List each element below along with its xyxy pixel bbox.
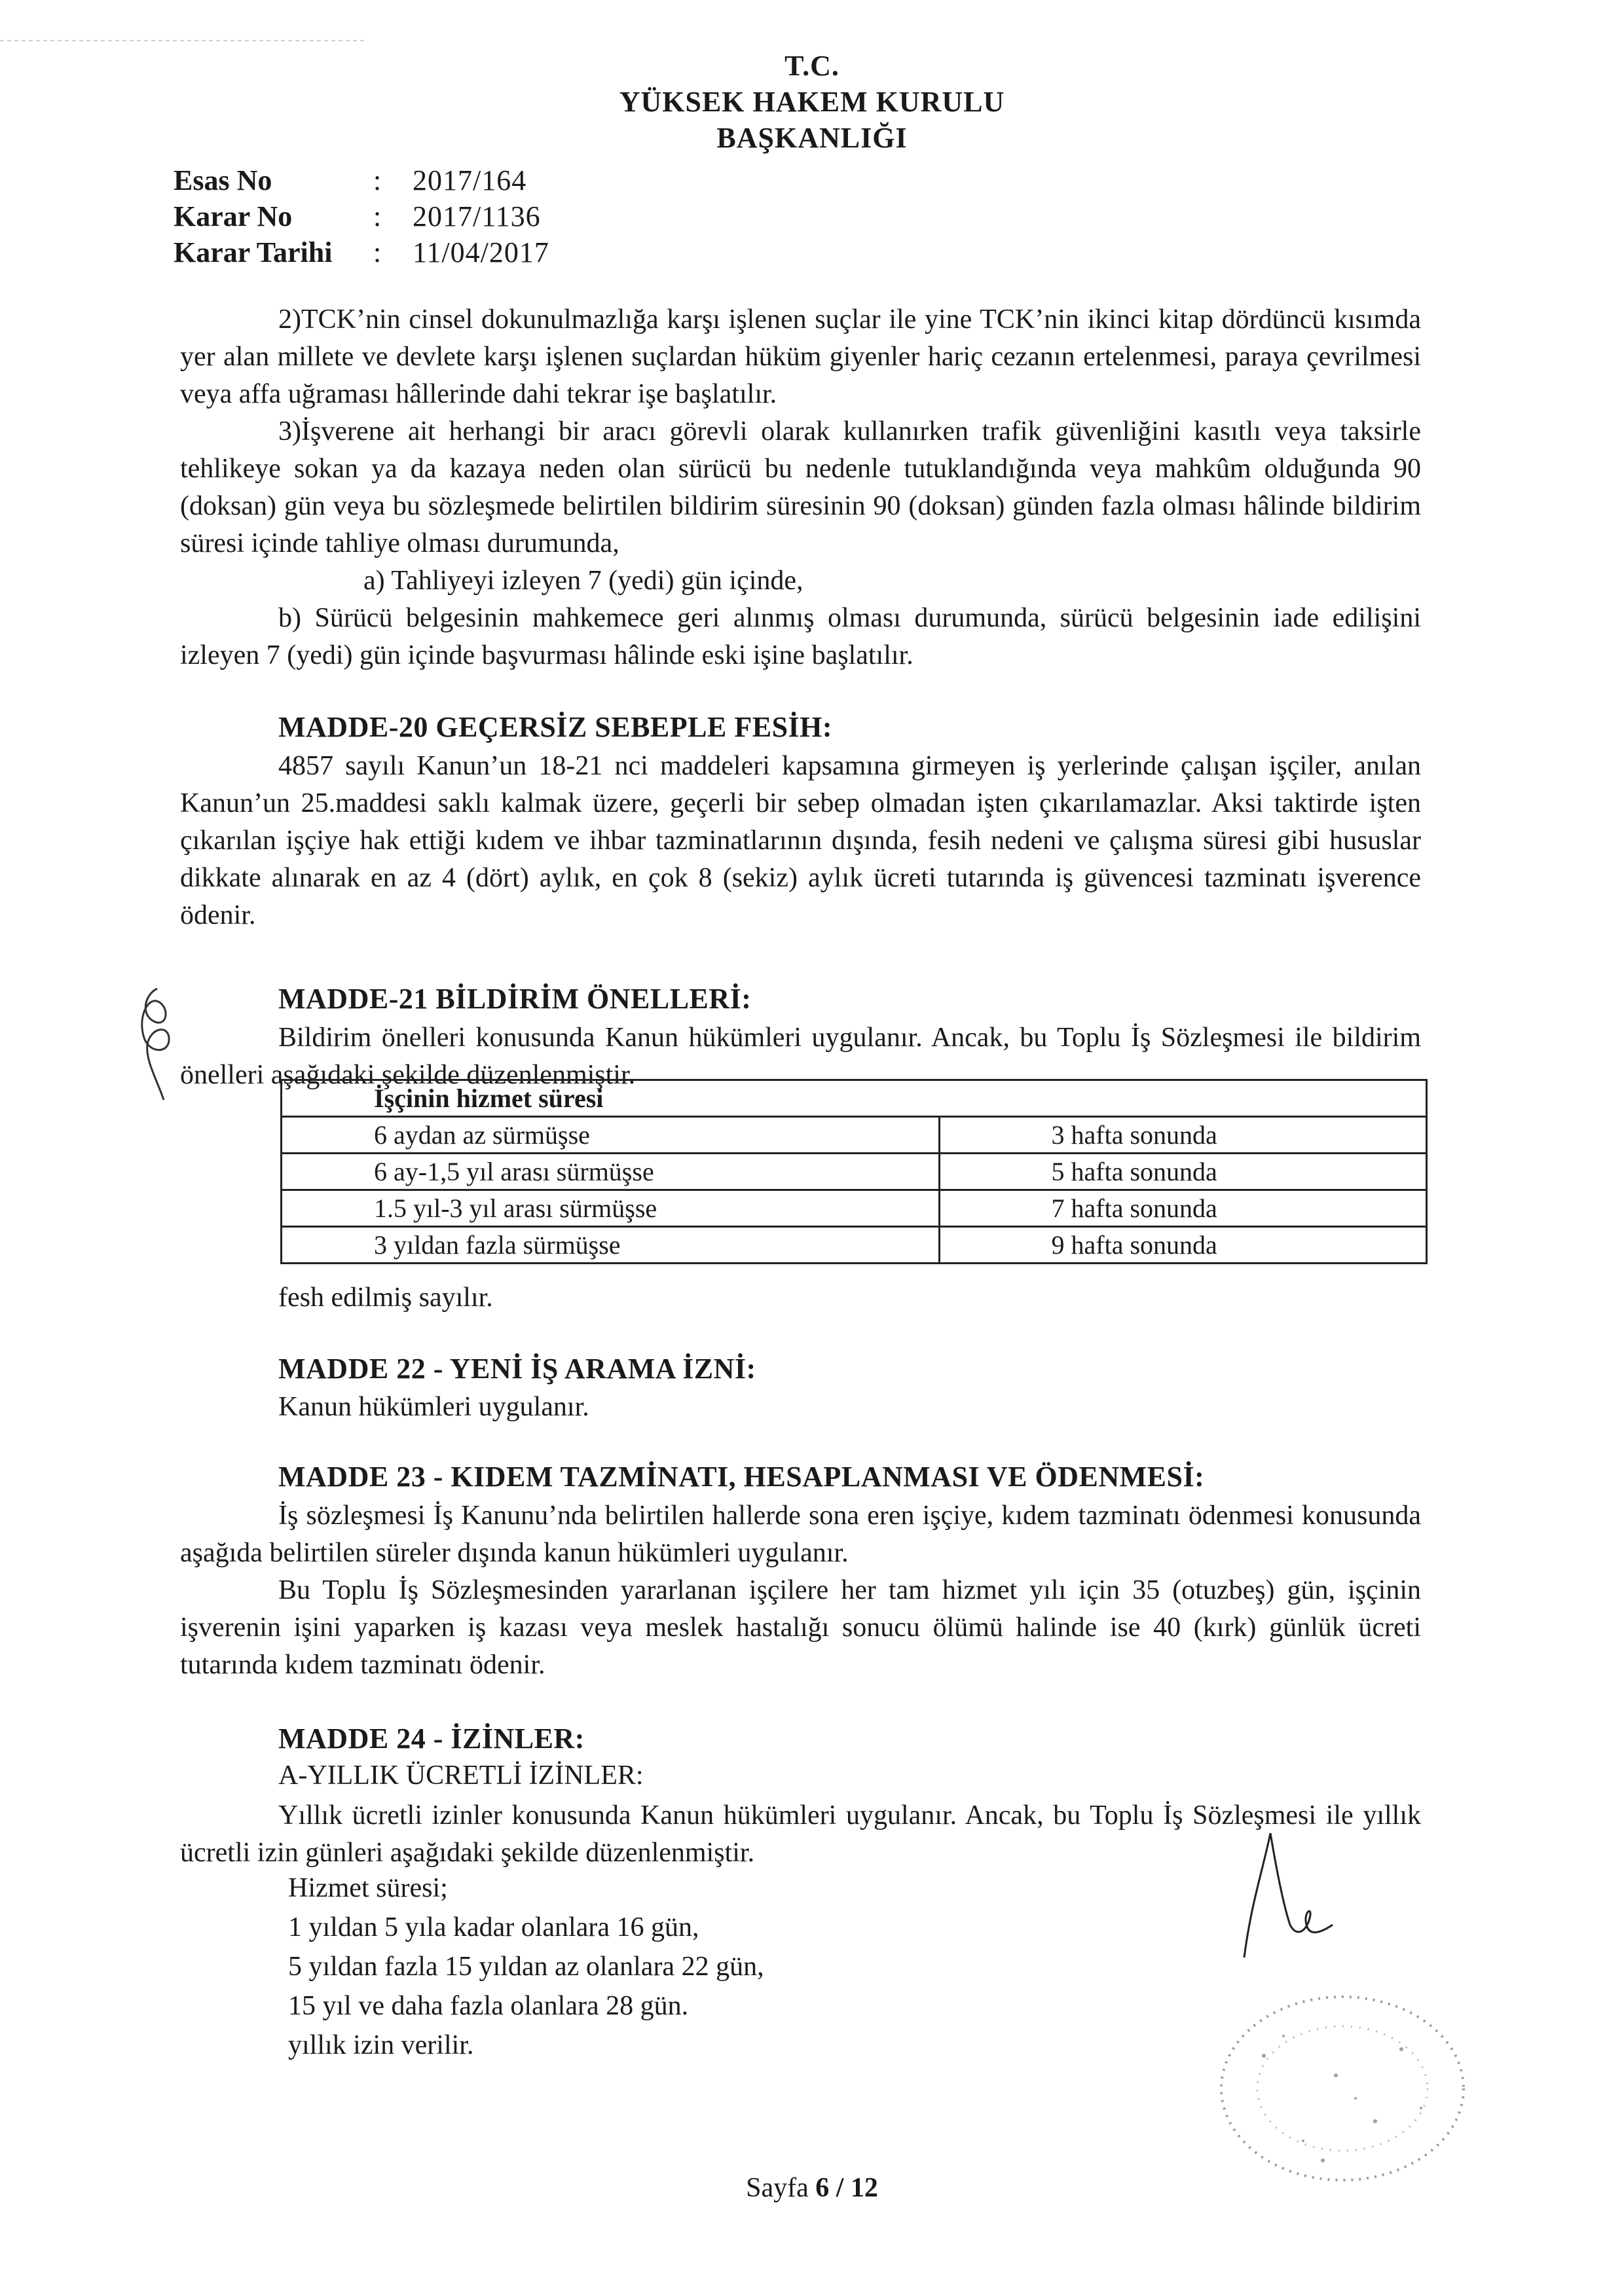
tarih-label: Karar Tarihi [174,236,333,268]
madde-24-title: MADDE 24 - İZİNLER: [278,1722,585,1755]
table-row [282,1227,1427,1264]
tarih-colon: : [373,236,382,268]
table-cell-notice: 3 hafta sonunda [939,1117,1426,1154]
leave-list-intro: Hizmet süresi; [288,1873,448,1903]
table-cell-notice: 7 hafta sonunda [939,1190,1426,1227]
leave-list-item: 5 yıldan fazla 15 yıldan az olanlara 22 gün, [288,1952,764,1982]
table-cell-duration: 3 yıldan fazla sürmüşse [282,1227,940,1264]
item-a: a) Tahliyeyi izleyen 7 (yedi) gün içinde, [363,566,803,596]
madde-24-text: Yıllık ücretli izinler konusunda Kanun hükümleri uygulanır. Ancak, bu Toplu İş Sözleşmesi ile yıllık ücretli izin günleri aşağıdaki şekilde düzenlenmiştir. [180,1800,1421,1868]
header-tc: T.C. [784,50,840,82]
faded-stamp [1205,1977,1480,2193]
header-institution: YÜKSEK HAKEM KURULU [619,86,1005,118]
madde-23-body [180,1497,1421,1684]
madde-20-title: MADDE-20 GEÇERSİZ SEBEPLE FESİH: [278,711,833,743]
karar-colon: : [373,200,382,232]
esas-colon: : [373,164,382,196]
leave-list-item: 15 yıl ve daha fazla olanlara 28 gün. [288,1991,689,2021]
table-header-cell: İşçinin hizmet süresi [282,1080,1427,1117]
table-cell-notice: 5 hafta sonunda [939,1154,1426,1190]
karar-label: Karar No [174,200,293,232]
table-after-text: fesh edilmiş sayılır. [278,1283,493,1313]
madde-20-text: 4857 sayılı Kanun’un 18-21 nci maddeleri kapsamına girmeyen iş yerlerinde çalışan işçiler, anılan Kanun’un 25.maddesi saklı kalmak üzere, geçerli bir sebep olmadan işten çıkarılamazlar. Aksi taktirde işten çıkarılan işçiye hak ettiği kıdem ve ihbar tazminatlarının dışında, fesih nedeni ve çalışma süresi gibi hususlar dikkate alınarak en az 4 (dört) aylık, en çok 8 (sekiz) aylık ücreti tutarında iş güvencesi tazminatı işverence ödenir. [180,751,1421,930]
item-b: b) Sürücü belgesinin mahkemece geri alınmış olması durumunda, sürücü belgesinin iade edilişini izleyen 7 (yedi) gün içinde başvurması hâlinde eski işine başlatılır. [180,603,1421,670]
madde-23-paragraph-1: İş sözleşmesi İş Kanunu’nda belirtilen hallerde sona eren işçiye, kıdem tazminatı ödenmesi konusunda aşağıda belirtilen süreler dışında kanun hükümleri uygulanır. [180,1501,1421,1568]
madde-23-paragraph-2: Bu Toplu İş Sözleşmesinden yararlanan işçilere her tam hizmet yılı için 35 (otuzbeş) gün, işçinin işverenin işini yaparken iş kazası veya meslek hastalığı sonucu ölümü halinde ise 40 (kırk) günlük ücreti tutarında kıdem tazminatı ödenir. [180,1575,1421,1680]
leave-list-item: 1 yıldan 5 yıla kadar olanlara 16 gün, [288,1912,699,1942]
madde-24-subtitle: A-YILLIK ÜCRETLİ İZİNLER: [278,1760,644,1791]
page-total: 12 [850,2173,878,2203]
handwritten-margin-mark [118,982,196,1106]
table-header-row [282,1080,1427,1117]
signature-mark [1225,1827,1342,1971]
paragraph-3: 3)İşverene ait herhangi bir aracı görevli olarak kullanırken trafik güvenliğini kasıtlı veya taksirle tehlikeye sokan ya da kazaya neden olan sürücü bu nedenle tutuklandığında veya mahkûm olduğunda 90 (doksan) gün veya bu sözleşmede belirtilen bildirim süresinin 90 (doksan) günden fazla olması hâlinde bildirim süresi içinde tahliye olması durumunda, [180,416,1421,558]
esas-label: Esas No [174,164,272,196]
page-current: 6 [815,2173,830,2203]
madde-22-text: Kanun hükümleri uygulanır. [278,1392,589,1422]
table-cell-duration: 6 ay-1,5 yıl arası sürmüşse [282,1154,940,1190]
madde-21-text: Bildirim önelleri konusunda Kanun hükümleri uygulanır. Ancak, bu Toplu İş Sözleşmesi ile bildirim önelleri aşağıdaki şekilde düzenlenmiştir. [180,1023,1421,1090]
paragraph-2: 2)TCK’nin cinsel dokunulmazlığa karşı işlenen suçlar ile yine TCK’nin ikinci kitap dördüncü kısımda yer alan millete ve devlete karşı işlenen suçlardan hüküm giyenler hariç cezanın ertelenmesi, paraya çevrilmesi veya affa uğraması hâllerinde dahi tekrar işe başlatılır. [180,304,1421,409]
page-number [0,2172,1624,2204]
table-cell-duration: 1.5 yıl-3 yıl arası sürmüşse [282,1190,940,1227]
section-19-continuation [180,301,1421,674]
page-prefix: Sayfa [746,2173,816,2203]
esas-value: 2017/164 [413,164,527,196]
madde-23-title: MADDE 23 - KIDEM TAZMİNATI, HESAPLANMASI VE ÖDENMESİ: [278,1461,1205,1493]
table-row [282,1190,1427,1227]
page-separator: / [829,2173,851,2203]
header-presidency: BAŞKANLIĞI [716,122,908,154]
scan-artifact-line [0,38,1624,45]
table-cell-notice: 9 hafta sonunda [939,1227,1426,1264]
table-row [282,1117,1427,1154]
karar-value: 2017/1136 [413,200,541,232]
madde-22-title: MADDE 22 - YENİ İŞ ARAMA İZNİ: [278,1353,756,1385]
leave-list-closing: yıllık izin verilir. [288,2030,474,2060]
madde-21-title: MADDE-21 BİLDİRİM ÖNELLERİ: [278,983,752,1015]
tarih-value: 11/04/2017 [413,236,549,268]
notice-period-table [280,1079,1428,1264]
table-cell-duration: 6 aydan az sürmüşse [282,1117,940,1154]
madde-20-body [180,748,1421,934]
table-row [282,1154,1427,1190]
